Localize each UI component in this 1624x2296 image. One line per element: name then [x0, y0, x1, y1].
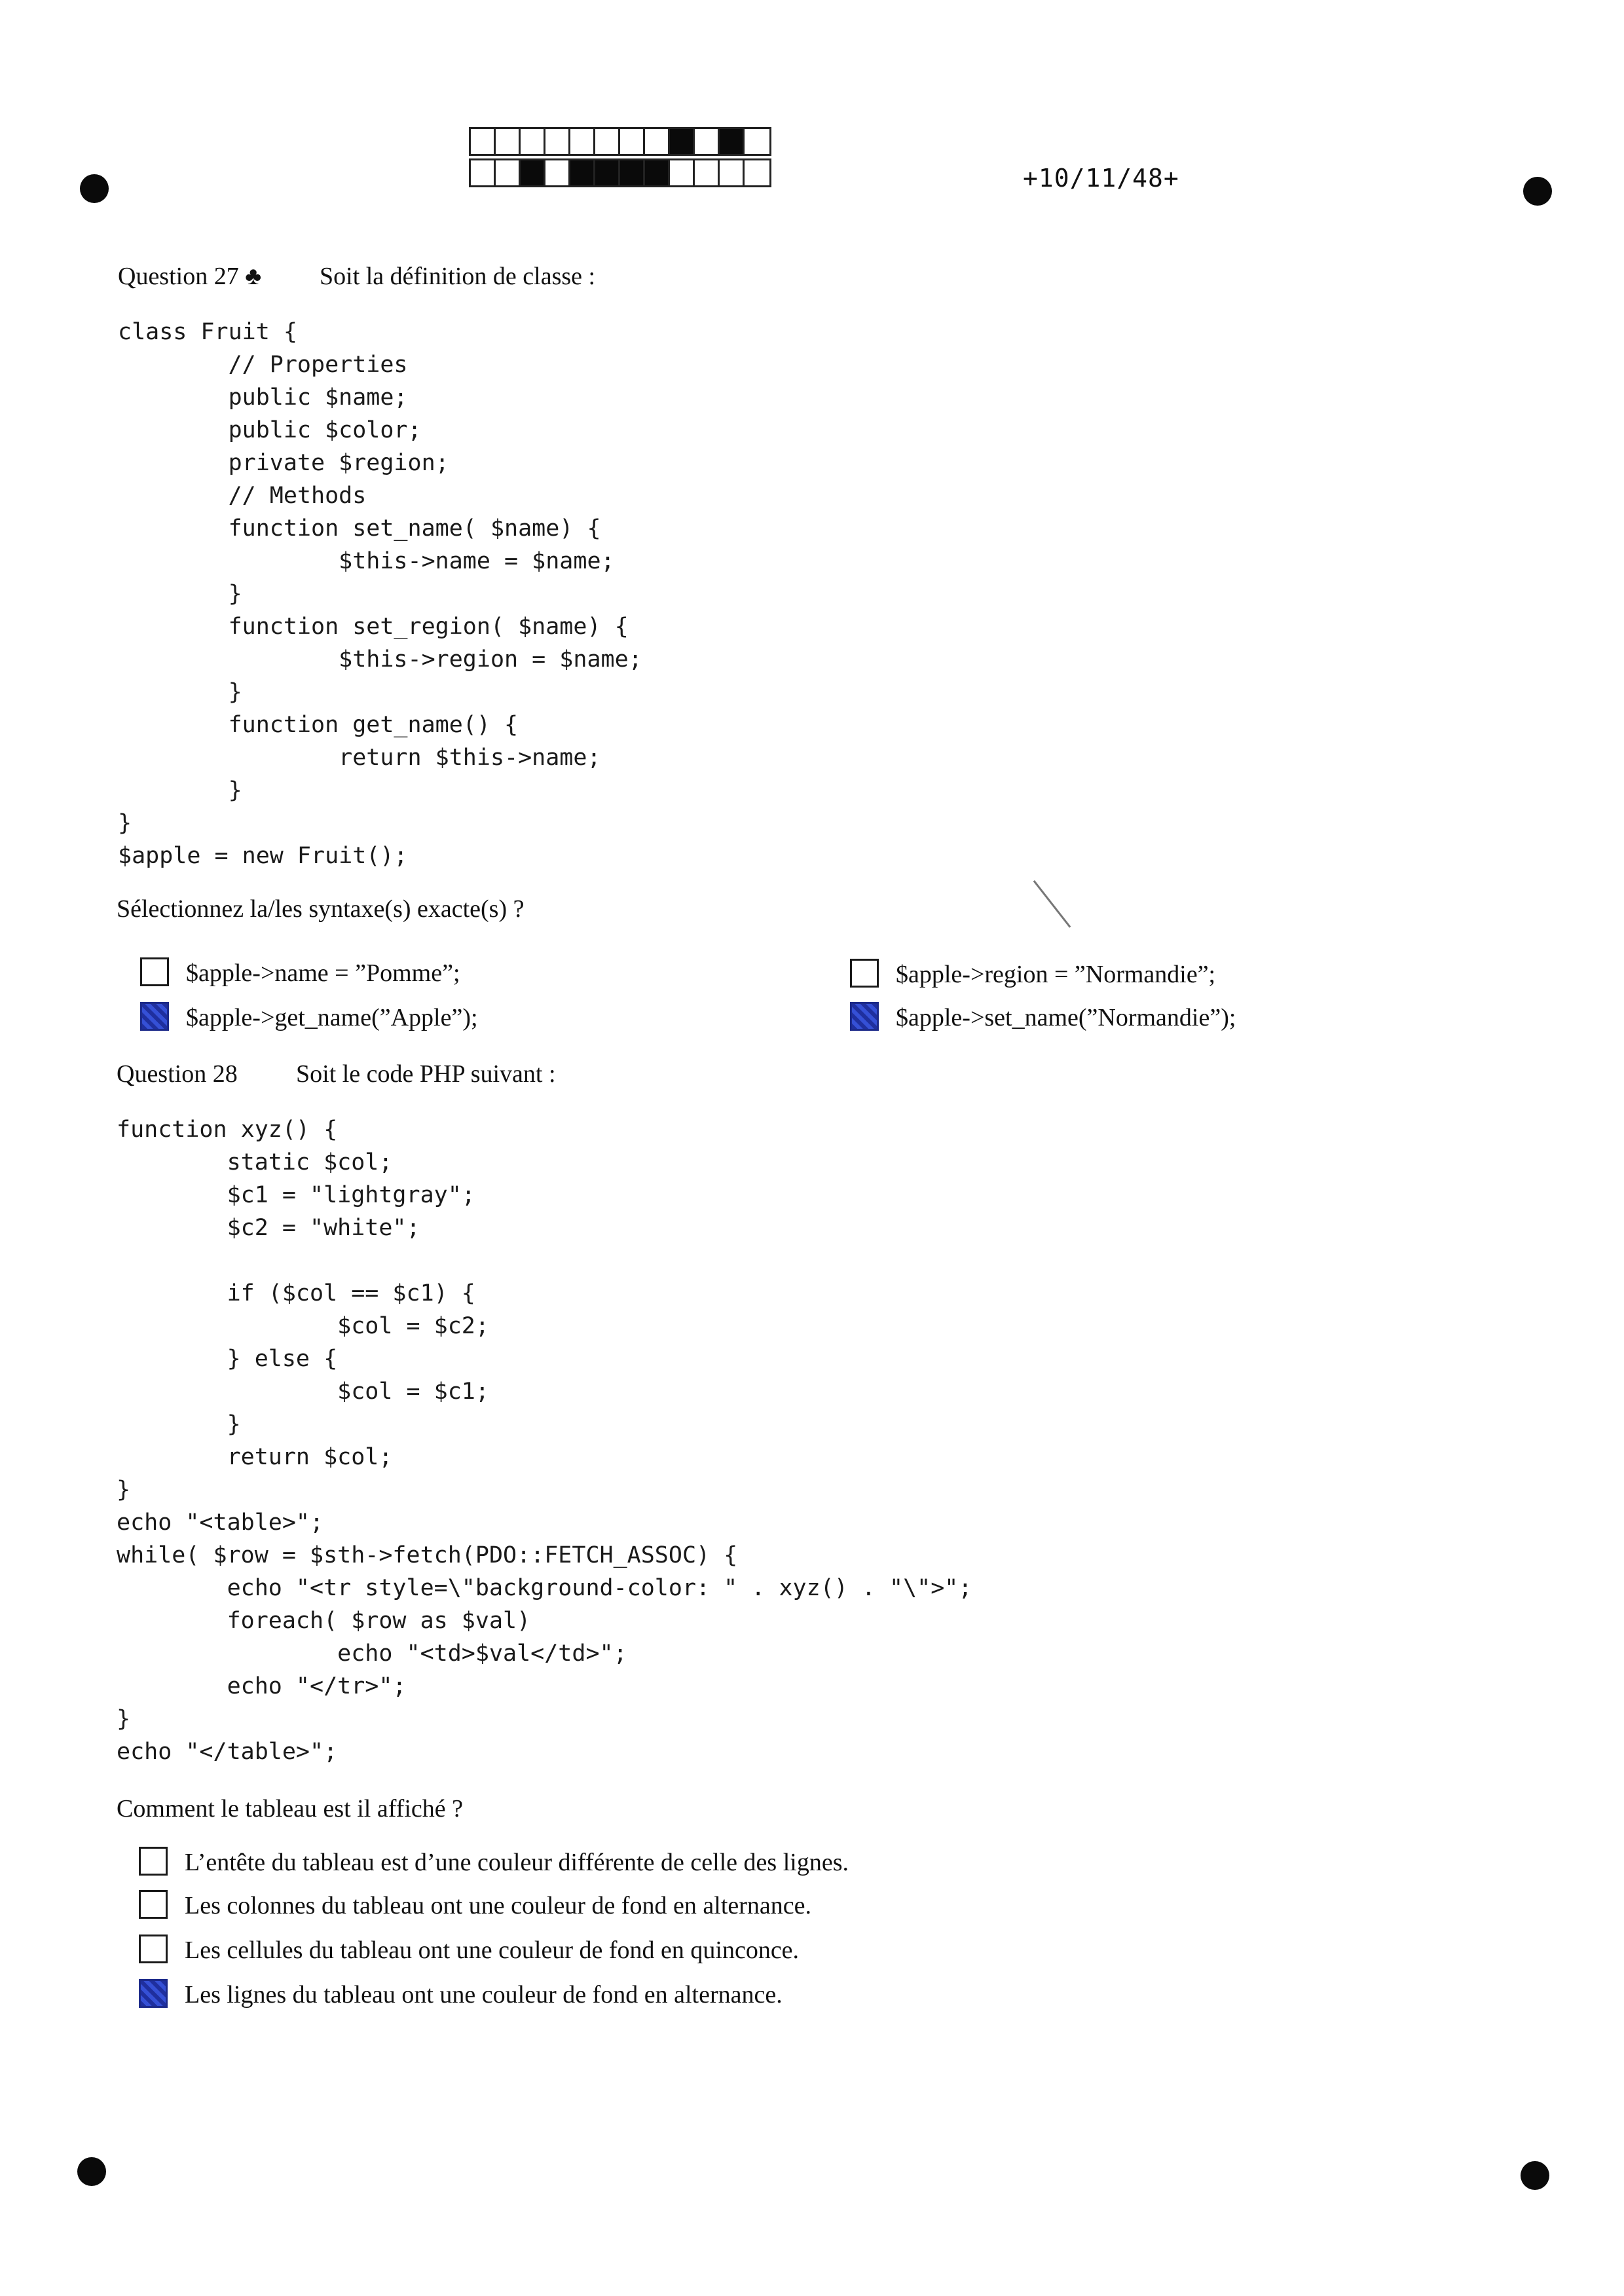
barcode-cell: [620, 160, 645, 185]
q27-option-1-checkbox[interactable]: [140, 957, 169, 986]
barcode-cell: [720, 160, 745, 185]
question-27-code: class Fruit { // Properties public $name; public $color; private $region; // Methods function set_name( $name) { $this->name = $name; } function set_region( $name) { $this->region = $name; } function get_name() { return $this->name; } } $apple = new Fruit();: [118, 319, 642, 869]
q27-option-3-label: $apple->get_name(”Apple”);: [186, 1004, 478, 1031]
barcode-cell: [670, 129, 695, 154]
barcode-cell: [645, 160, 670, 185]
pen-stroke: [1033, 880, 1071, 928]
barcode-cell: [745, 129, 769, 154]
q27-option-1-label: $apple->name = ”Pomme”;: [186, 959, 460, 987]
barcode-cell: [595, 129, 620, 154]
registration-mark-bottom-right: [1521, 2161, 1549, 2190]
barcode-cell: [521, 129, 545, 154]
q28-option-4-checkbox[interactable]: [139, 1979, 168, 2008]
q28-option-3-label: Les cellules du tableau ont une couleur de fond en quinconce.: [185, 1936, 800, 1964]
barcode-cell: [496, 160, 521, 185]
barcode-top-row: [469, 127, 771, 156]
registration-mark-top-right: [1523, 177, 1552, 206]
q27-option-2-checkbox[interactable]: [850, 959, 879, 988]
q28-option-2-label: Les colonnes du tableau ont une couleur de fond en alternance.: [185, 1892, 812, 1919]
barcode-cell: [695, 129, 720, 154]
q27-option-3-checkbox[interactable]: [140, 1002, 169, 1031]
q28-option-1-label: L’entête du tableau est d’une couleur différente de celle des lignes.: [185, 1849, 849, 1876]
question-27-prompt: Soit la définition de classe :: [320, 263, 596, 290]
question-27-instruction: Sélectionnez la/les syntaxe(s) exacte(s) ?: [117, 895, 525, 923]
barcode-cell: [545, 129, 570, 154]
barcode-cell: [595, 160, 620, 185]
q27-option-4-label: $apple->set_name(”Normandie”);: [896, 1004, 1236, 1031]
page-id: +10/11/48+: [1023, 164, 1179, 193]
barcode-cell: [545, 160, 570, 185]
q27-option-4-checkbox[interactable]: [850, 1002, 879, 1031]
question-28-prompt: Soit le code PHP suivant :: [296, 1060, 556, 1088]
question-28-code: function xyz() { static $col; $c1 = "lightgray"; $c2 = "white"; if ($col == $c1) { $col = $c2; } else { $col = $c1; } return $col; } echo "<table>"; while( $row = $sth->fetch(PDO::FETCH_ASSOC) { echo "<tr style=\"background-color: " . xyz() . "\">"; foreach( $row as $val) echo "<td>$val</td>"; echo "</tr>"; } echo "</table>";: [117, 1117, 972, 1765]
barcode-cell: [620, 129, 645, 154]
barcode-cell: [496, 129, 521, 154]
barcode-cell: [521, 160, 545, 185]
registration-mark-bottom-left: [77, 2157, 106, 2186]
barcode-cell: [570, 129, 595, 154]
barcode-cell: [471, 129, 496, 154]
barcode-cell: [670, 160, 695, 185]
q28-option-3-checkbox[interactable]: [139, 1935, 168, 1963]
question-28-instruction: Comment le tableau est il affiché ?: [117, 1795, 463, 1823]
barcode-bottom-row: [469, 158, 771, 187]
question-27-label: Question 27 ♣: [118, 263, 262, 290]
question-28-label: Question 28: [117, 1060, 238, 1088]
q28-option-1-checkbox[interactable]: [139, 1847, 168, 1876]
q28-option-2-checkbox[interactable]: [139, 1890, 168, 1919]
barcode-cell: [645, 129, 670, 154]
barcode-cell: [720, 129, 745, 154]
registration-mark-top-left: [80, 174, 109, 203]
barcode-cell: [471, 160, 496, 185]
q28-option-4-label: Les lignes du tableau ont une couleur de fond en alternance.: [185, 1981, 783, 2009]
barcode-cell: [745, 160, 769, 185]
barcode-cell: [570, 160, 595, 185]
barcode-cell: [695, 160, 720, 185]
q27-option-2-label: $apple->region = ”Normandie”;: [896, 961, 1216, 988]
